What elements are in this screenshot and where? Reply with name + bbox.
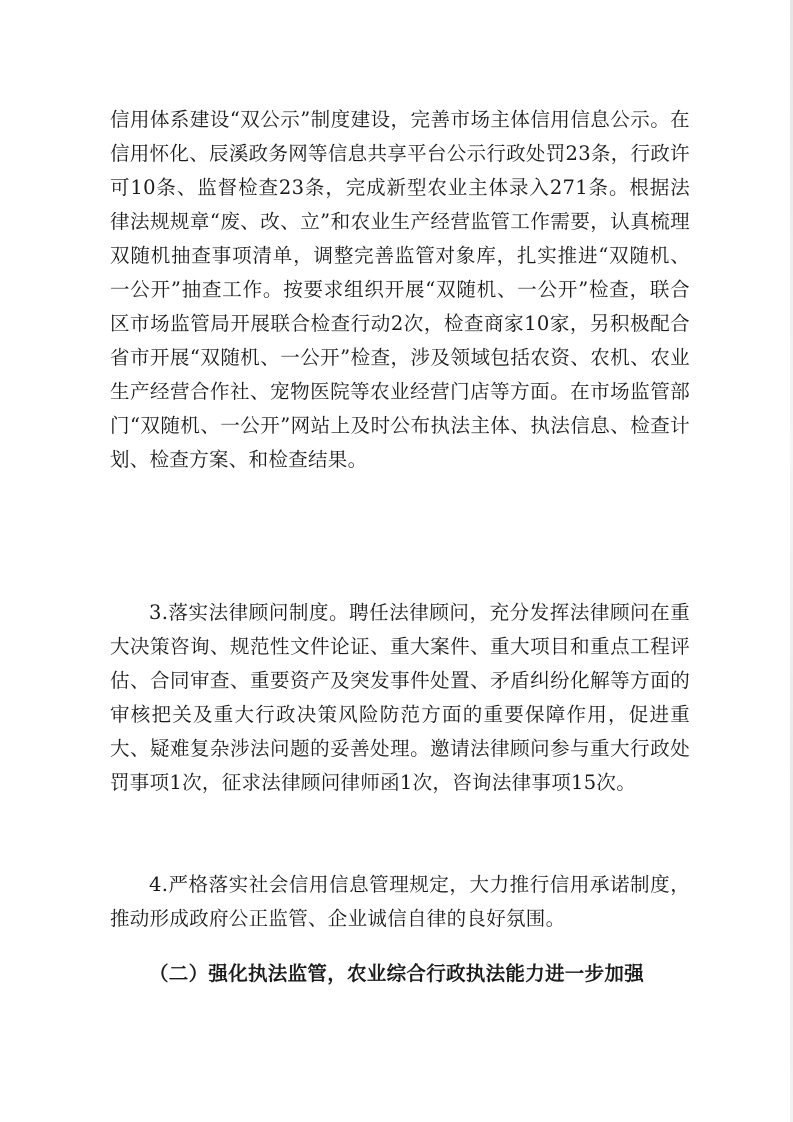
body-text-4: [110, 957, 690, 991]
body-text: [110, 103, 690, 477]
body-text-2: [110, 596, 690, 800]
body-text-3: [110, 868, 690, 936]
paragraph-credit-disclosure: 信用体系建设“双公示”制度建设，完善市场主体信用信息公示。在信用怀化、辰溪政务网等信息共享平台公示行政处罚23条，行政许可10条、监督检查23条，完成新型农业主体录入271条。根据法律法规规章“废、改、立”和农业生产经营监管工作需要，认真梳理双随机抽查事项清单，调整完善监管对象库，扎实推进“双随机、一公开”抽查工作。按要求组织开展“双随机、一公开”检查，联合区市场监管局开展联合检查行动2次，检查商家10家，另积极配合省市开展“双随机、一公开”检查，涉及领域包括农资、农机、农业生产经营合作社、宠物医院等农业经营门店等方面。在市场监管部门“双随机、一公开”网站上及时公布执法主体、执法信息、检查计划、检查方案、和检查结果。: [110, 108, 690, 471]
paragraph-credit-management: 4.严格落实社会信用信息管理规定，大力推行信用承诺制度，推动形成政府公正监管、企业诚信自律的良好氛围。: [110, 873, 690, 930]
paragraph-legal-advisor: 3.落实法律顾问制度。聘任法律顾问，充分发挥法律顾问在重大决策咨询、规范性文件论证、重大案件、重大项目和重点工程评估、合同审查、重要资产及突发事件处置、矛盾纠纷化解等方面的审核把关及重大行政决策风险防范方面的重要保障作用，促进重大、疑难复杂涉法问题的妥善处理。邀请法律顾问参与重大行政处罚事项1次，征求法律顾问律师函1次，咨询法律事项15次。: [110, 601, 690, 794]
section-heading: （二）强化执法监管，农业综合行政执法能力进一步加强: [149, 962, 645, 985]
